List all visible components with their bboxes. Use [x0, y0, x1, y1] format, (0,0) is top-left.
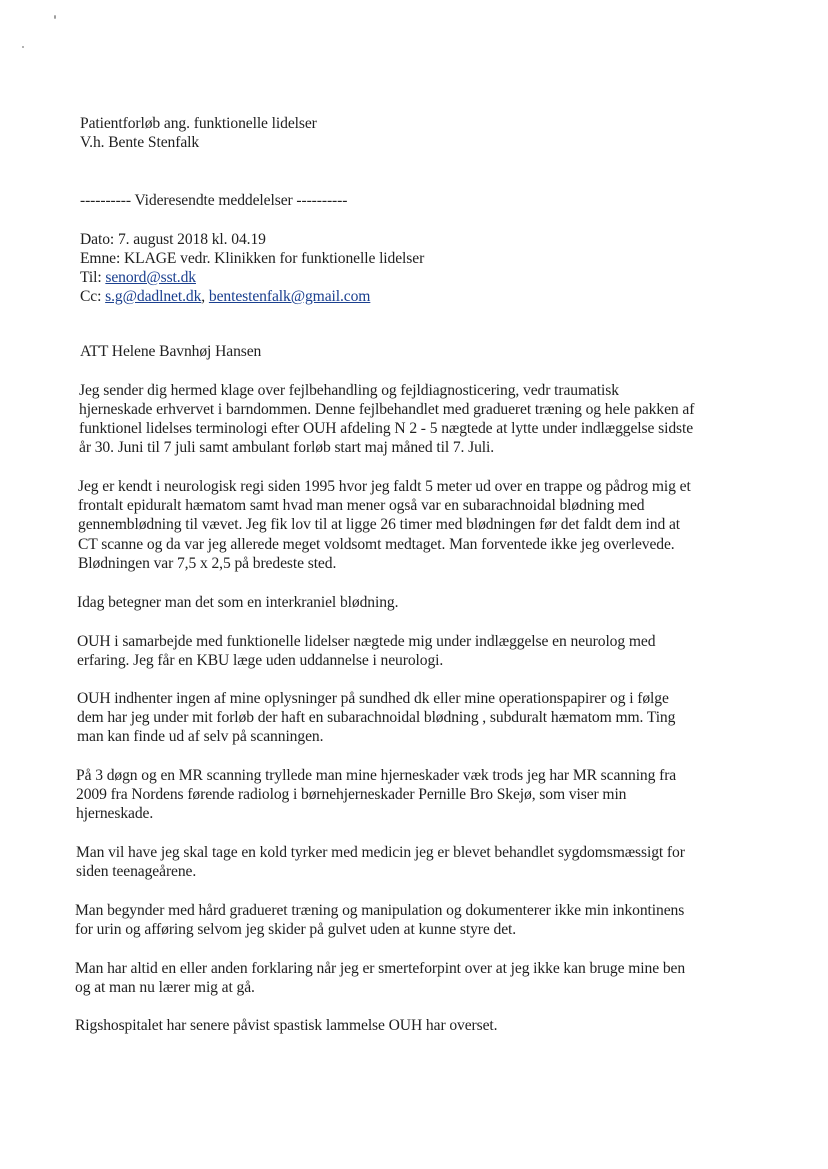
paragraph-2-line: CT scanne og da var jeg allerede meget voldsomt medtaget. Man forventede ikke jeg overlevede. [78, 536, 675, 553]
paragraph-5-line: man kan finde ud af selv på scanningen. [77, 728, 324, 745]
paragraph-1-line: hjerneskade erhvervet i barndommen. Denne fejlbehandlet med gradueret træning og hele pakken af [79, 401, 695, 418]
header-line-2: V.h. Bente Stenfalk [80, 134, 200, 151]
scan-speck [54, 15, 56, 19]
paragraph-7-line: Man vil have jeg skal tage en kold tyrker med medicin jeg er blevet behandlet sygdomsmæssigt for [76, 844, 685, 861]
cc-separator: , [201, 288, 209, 305]
paragraph-3-line: Idag betegner man det som en interkraniel blødning. [77, 594, 399, 611]
paragraph-6-line: 2009 fra Nordens førende radiolog i børnehjerneskader Pernille Bro Skejø, som viser min [76, 786, 627, 803]
paragraph-6-line: På 3 døgn og en MR scanning tryllede man mine hjerneskader væk trods jeg har MR scanning fra [76, 767, 677, 784]
paragraph-1-line: Jeg sender dig hermed klage over fejlbehandling og fejldiagnosticering, vedr traumatisk [79, 382, 619, 399]
paragraph-8-line: for urin og afføring selvom jeg skider på gulvet uden at kunne styre det. [75, 921, 517, 938]
paragraph-2-line: Jeg er kendt i neurologisk regi siden 1995 hvor jeg faldt 5 meter ud over en trappe og pådrog mig et [78, 478, 691, 495]
paragraph-4-line: erfaring. Jeg får en KBU læge uden uddannelse i neurologi. [77, 652, 444, 669]
forwarded-title: ---------- Videresendte meddelelser ---------- [80, 192, 348, 209]
subject-line: Emne: KLAGE vedr. Klinikken for funktionelle lidelser [80, 250, 425, 267]
paragraph-1-line: funktionel lidelses terminologi efter OUH afdeling N 2 - 5 nægtede at lytte under indlæggelse sidste [79, 420, 694, 437]
to-label: Til: [80, 269, 106, 286]
paragraph-6-line: hjerneskade. [76, 805, 154, 822]
paragraph-4-line: OUH i samarbejde med funktionelle lidelser nægtede mig under indlæggelse en neurolog med [77, 633, 656, 650]
paragraph-5-line: OUH indhenter ingen af mine oplysninger på sundhed dk eller mine operationspapirer og i følge [77, 690, 669, 707]
header-line-1: Patientforløb ang. funktionelle lidelser [80, 115, 317, 132]
date-line: Dato: 7. august 2018 kl. 04.19 [80, 231, 266, 248]
paragraph-5-line: dem har jeg under mit forløb der haft en subarachnoidal blødning , subduralt hæmatom mm. Ting [77, 709, 676, 726]
paragraph-7-line: siden teenageårene. [76, 863, 197, 880]
paragraph-9-line: Man har altid en eller anden forklaring når jeg er smerteforpint over at jeg ikke kan bruge mine ben [75, 960, 686, 977]
paragraph-2-line: Blødningen var 7,5 x 2,5 på bredeste sted. [78, 555, 337, 572]
cc-email-link-2[interactable]: bentestenfalk@gmail.com [208, 288, 371, 305]
paragraph-9-line: og at man nu lærer mig at gå. [75, 979, 255, 996]
to-line [80, 268, 196, 287]
to-email-link[interactable]: senord@sst.dk [105, 269, 196, 286]
paragraph-1-line: år 30. Juni til 7 juli samt ambulant forløb start maj måned til 7. Juli. [79, 439, 495, 456]
paragraph-10-line: Rigshospitalet har senere påvist spastisk lammelse OUH har overset. [75, 1017, 498, 1034]
att-line: ATT Helene Bavnhøj Hansen [80, 343, 262, 360]
paragraph-2-line: frontalt epiduralt hæmatom samt hvad man mener også var en subarachnoidal blødning med [78, 497, 645, 514]
cc-line [80, 287, 370, 306]
paragraph-2-line: gennemblødning til vævet. Jeg fik lov til at ligge 26 timer med blødningen før det faldt dem ind at [78, 516, 681, 533]
paragraph-8-line: Man begynder med hård gradueret træning og manipulation og dokumenterer ikke min inkontinens [75, 902, 685, 919]
scan-speck [22, 46, 24, 48]
cc-email-link-1[interactable]: s.g@dadlnet.dk [105, 288, 202, 305]
cc-label: Cc: [80, 288, 106, 305]
